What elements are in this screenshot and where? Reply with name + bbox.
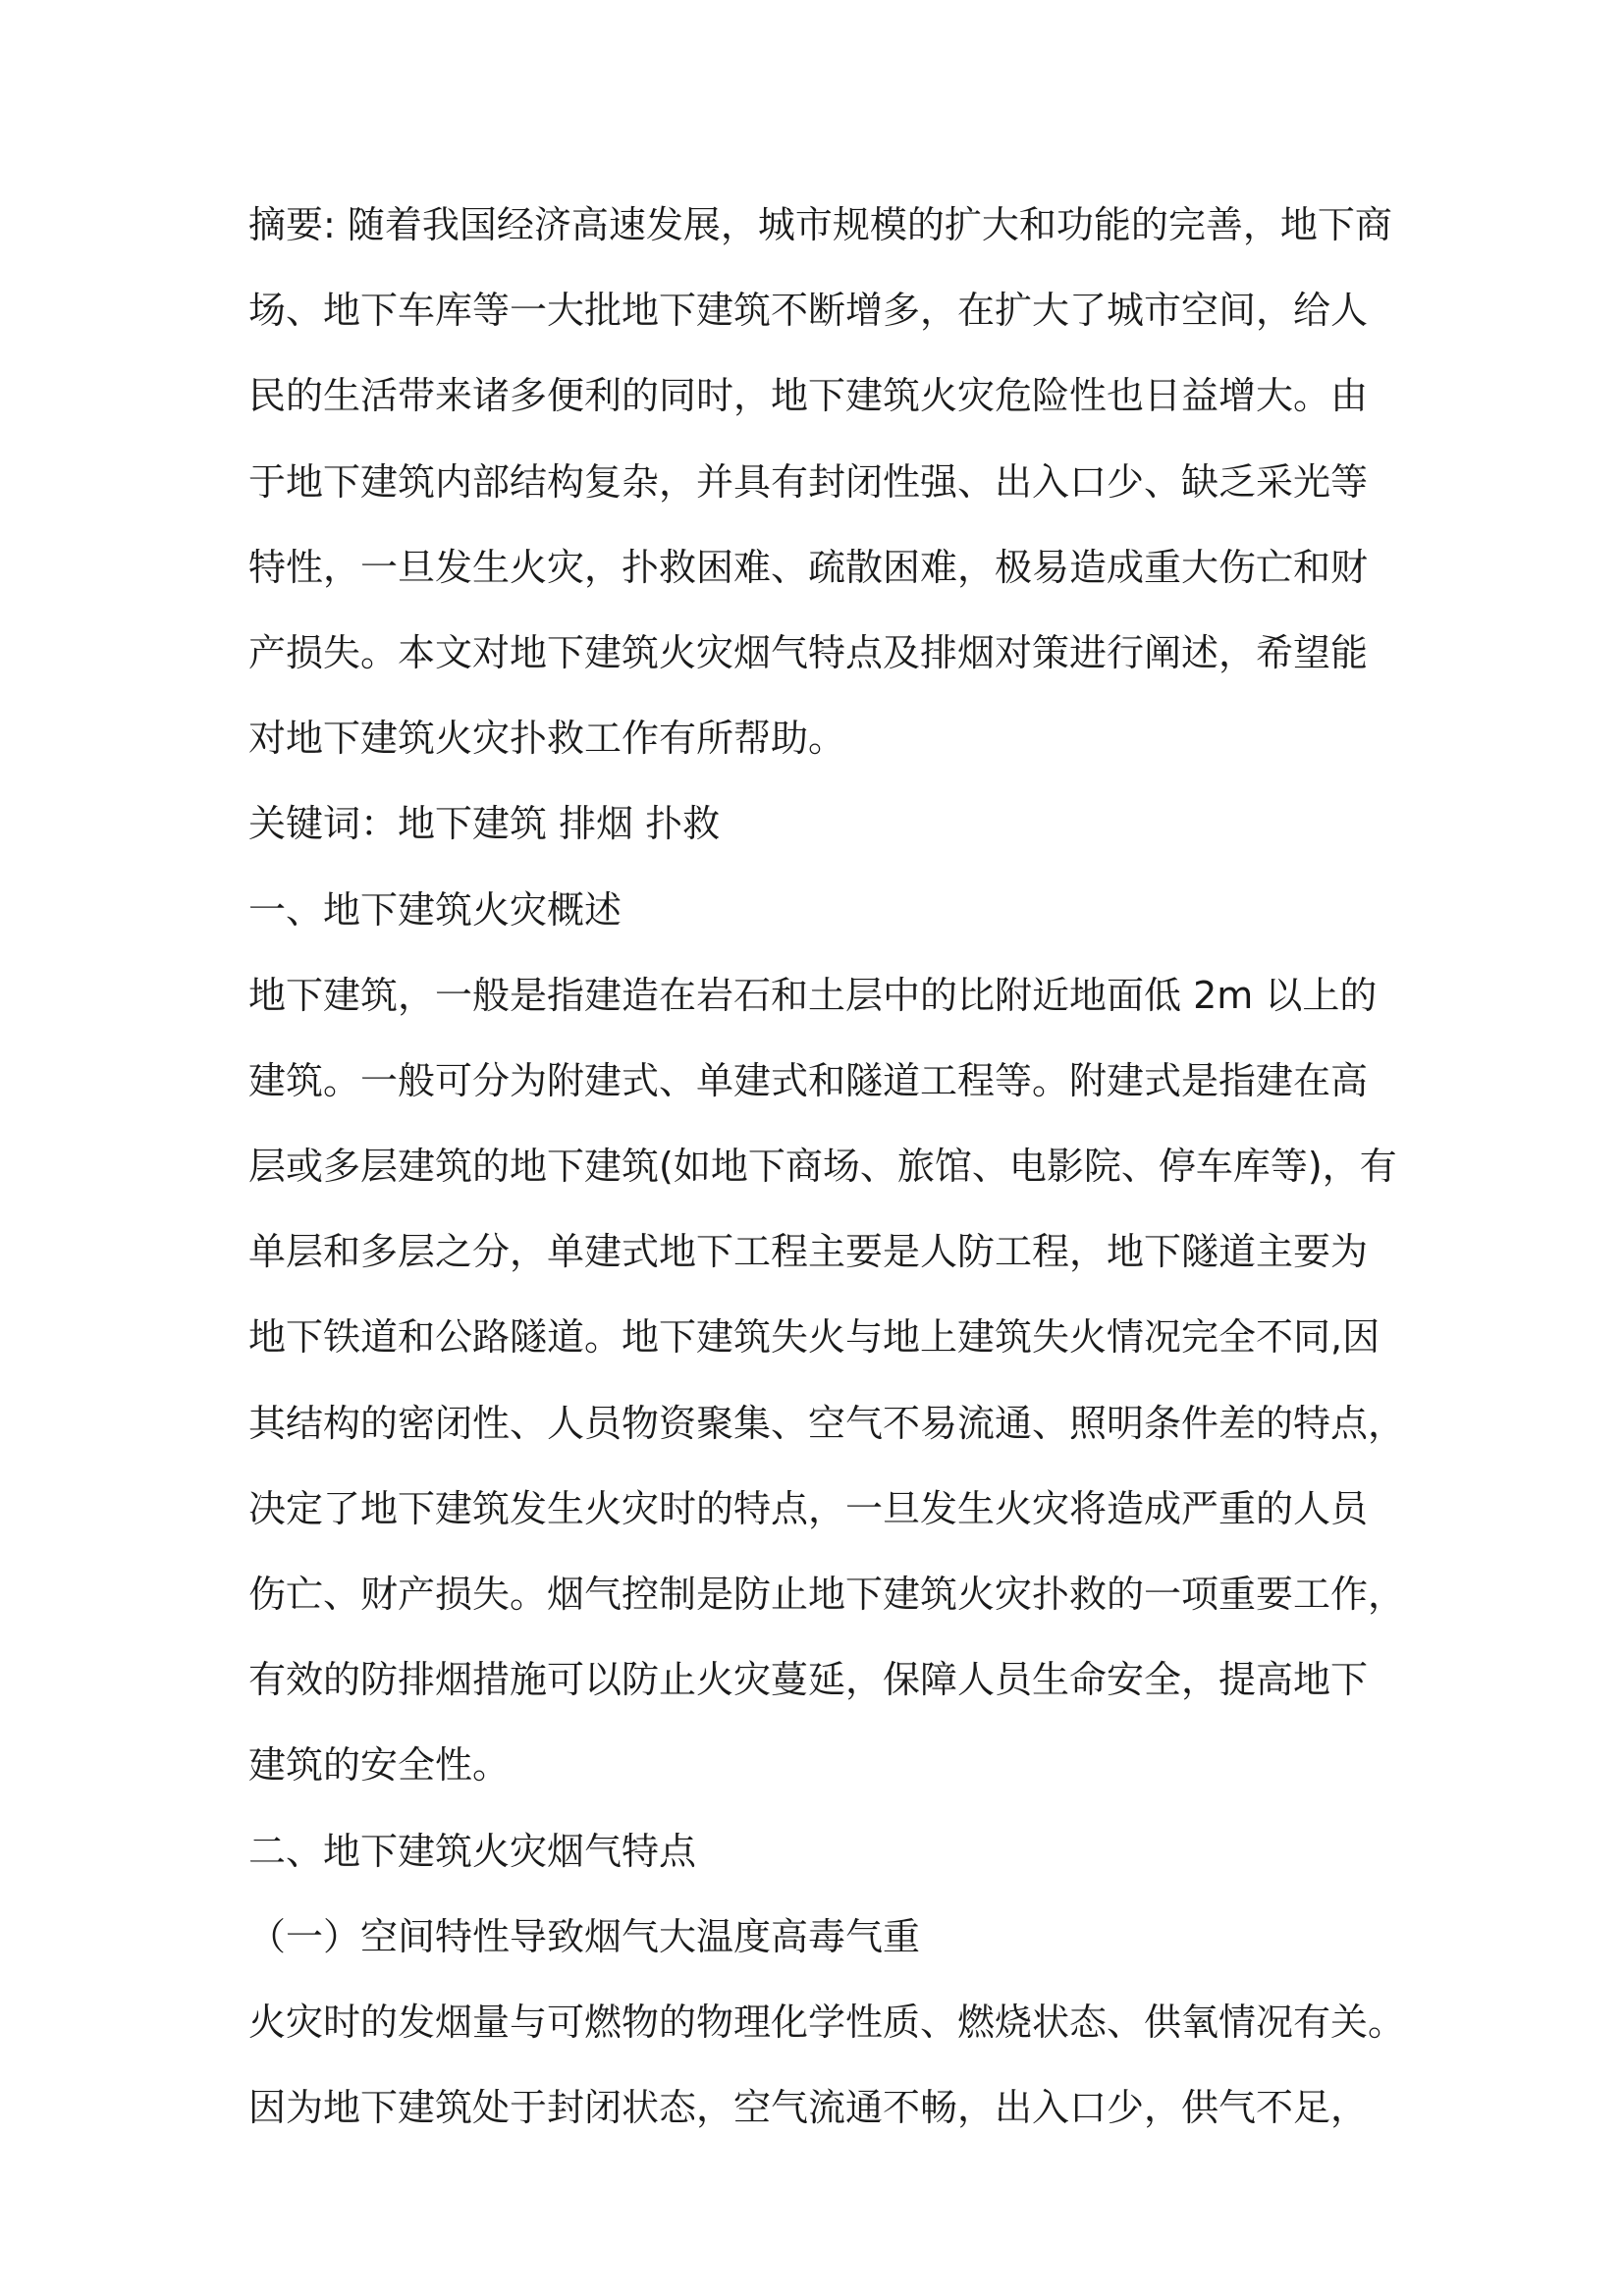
section-heading: 一、地下建筑火灾概述 [248,887,623,932]
paragraph-line: 伤亡、财产损失。烟气控制是防止地下建筑火灾扑救的一项重要工作， [248,1573,1406,1616]
paragraph-line: 地下铁道和公路隧道。地下建筑失火与地上建筑失火情况完全不同,因 [248,1315,1380,1360]
subsection-heading: （一）空间特性导致烟气大温度高毒气重 [248,1914,921,1958]
abstract-line: 摘要: 随着我国经济高速发展，城市规模的扩大和功能的完善，地下商 [248,203,1392,246]
paragraph-line: 火灾时的发烟量与可燃物的物理化学性质、燃烧状态、供氧情况有关。 [248,2000,1406,2044]
abstract-line: 于地下建筑内部结构复杂，并具有封闭性强、出入口少、缺乏采光等 [248,459,1369,504]
abstract-line: 民的生活带来诸多便利的同时，地下建筑火灾危险性也日益增大。由 [248,374,1369,418]
abstract-line: 对地下建筑火灾扑救工作有所帮助。 [248,717,846,761]
section-heading: 二、地下建筑火灾烟气特点 [248,1829,697,1873]
abstract-line: 产损失。本文对地下建筑火灾烟气特点及排烟对策进行阐述，希望能 [248,630,1369,674]
paragraph-line: 决定了地下建筑发生火灾时的特点，一旦发生火灾将造成严重的人员 [248,1486,1369,1530]
paragraph-line: 单层和多层之分，单建式地下工程主要是人防工程，地下隧道主要为 [248,1230,1369,1274]
keywords-line: 关键词：地下建筑 排烟 扑救 [248,802,721,846]
paragraph-line: 层或多层建筑的地下建筑(如地下商场、旅馆、电影院、停车库等)，有 [248,1145,1397,1189]
abstract-line: 特性，一旦发生火灾，扑救困难、疏散困难，极易造成重大伤亡和财 [248,545,1369,589]
paragraph-line: 建筑的安全性。 [248,1743,511,1788]
paragraph-line: 地下建筑，一般是指建造在岩石和土层中的比附近地面低 2m 以上的 [248,973,1378,1017]
paragraph-line: 其结构的密闭性、人员物资聚集、空气不易流通、照明条件差的特点， [248,1401,1406,1445]
paragraph-line: 建筑。一般可分为附建式、单建式和隧道工程等。附建式是指建在高 [248,1058,1369,1102]
paragraph-line: 因为地下建筑处于封闭状态，空气流通不畅，出入口少，供气不足， [248,2086,1369,2130]
abstract-line: 场、地下车库等一大批地下建筑不断增多，在扩大了城市空间，给人 [248,289,1369,333]
paragraph-line: 有效的防排烟措施可以防止火灾蔓延，保障人员生命安全，提高地下 [248,1658,1369,1702]
document-body [248,201,1406,2169]
